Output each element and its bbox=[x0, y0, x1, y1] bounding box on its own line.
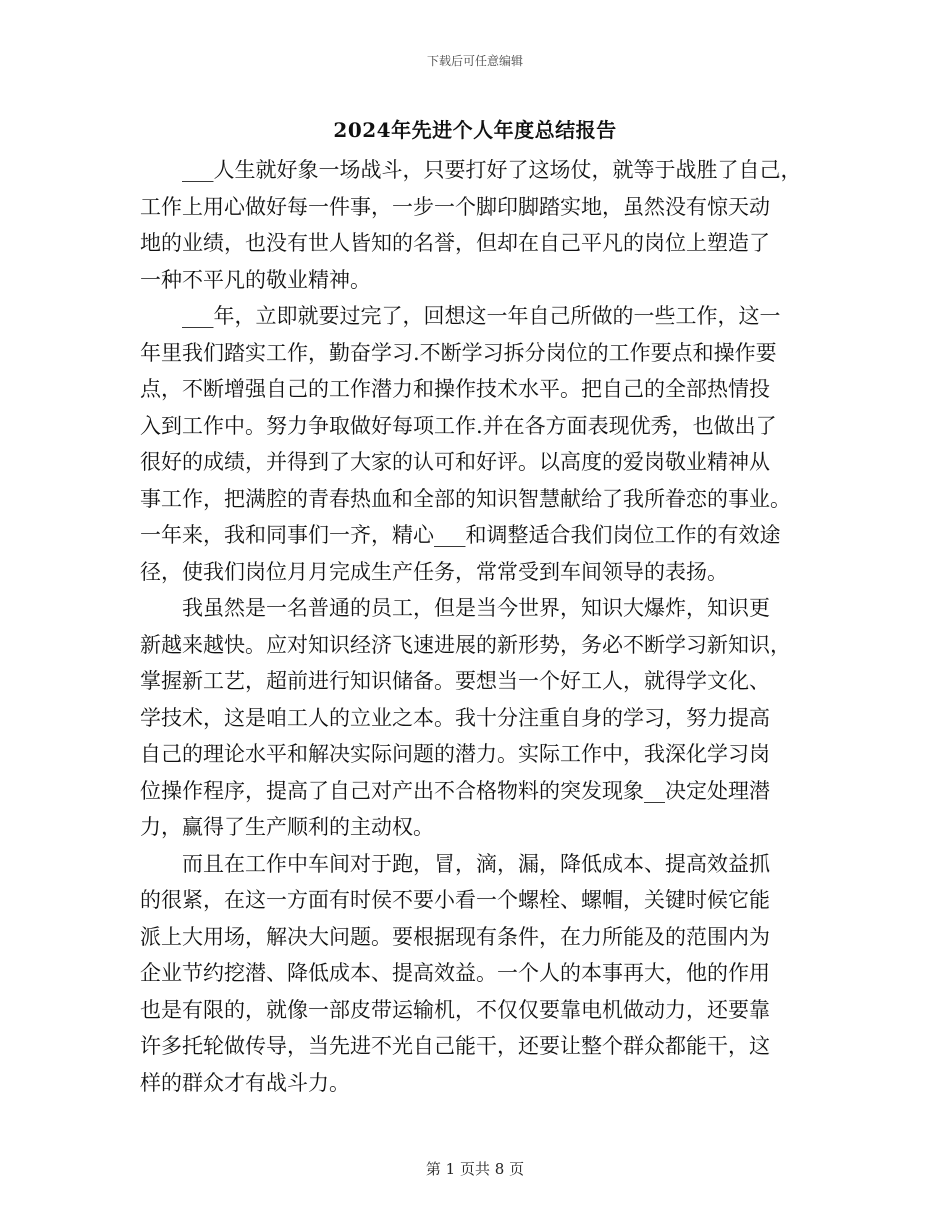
page-header: 下载后可任意编辑 bbox=[426, 54, 523, 68]
body-line: 许多托轮做传导，当先进不光自己能干，还要让整个群众都能干，这 bbox=[140, 1034, 770, 1058]
body-line: ___人生就好象一场战斗，只要打好了这场仗，就等于战胜了自己， bbox=[140, 158, 802, 182]
body-line: 很好的成绩，并得到了大家的认可和好评。以高度的爱岗敬业精神从 bbox=[140, 450, 770, 474]
body-line: 地的业绩，也没有世人皆知的名誉，但却在自己平凡的岗位上塑造了 bbox=[140, 231, 770, 255]
body-line: 点，不断增强自己的工作潜力和操作技术水平。把自己的全部热情投 bbox=[140, 377, 770, 401]
page-footer: 第 1 页共 8 页 bbox=[425, 1160, 525, 1178]
body-line: 企业节约挖潜、降低成本、提高效益。一个人的本事再大，他的作用 bbox=[140, 961, 770, 985]
body-line: 新越来越快。应对知识经济飞速进展的新形势，务必不断学习新知识， bbox=[140, 632, 791, 657]
body-line: 自己的理论水平和解决实际问题的潜力。实际工作中，我深化学习岗 bbox=[140, 742, 770, 766]
body-line: 而且在工作中车间对于跑，冒，滴，漏，降低成本、提高效益抓 bbox=[140, 851, 770, 876]
body-line: 入到工作中。努力争取做好每项工作.并在各方面表现优秀，也做出了 bbox=[140, 413, 777, 438]
body-line: 派上大用场，解决大问题。要根据现有条件，在力所能及的范围内为 bbox=[140, 924, 770, 949]
body-line: 力，赢得了生产顺利的主动权。 bbox=[140, 815, 434, 839]
body-line: 也是有限的，就像一部皮带运输机，不仅仅要靠电机做动力，还要靠 bbox=[140, 997, 770, 1022]
body-line: 工作上用心做好每一件事，一步一个脚印脚踏实地，虽然没有惊天动 bbox=[140, 194, 770, 219]
body-line: 学技术，这是咱工人的立业之本。我十分注重自身的学习，努力提高 bbox=[140, 705, 770, 730]
body-line: 径，使我们岗位月月完成生产任务，常常受到车间领导的表扬。 bbox=[140, 559, 728, 584]
body-line: 位操作程序，提高了自己对产出不合格物料的突发现象__决定处理潜 bbox=[140, 778, 770, 803]
body-line: 一种不平凡的敬业精神。 bbox=[140, 267, 371, 292]
body-line: 一年来，我和同事们一齐，精心___和调整适合我们岗位工作的有效途 bbox=[140, 523, 781, 547]
body-line: 年里我们踏实工作，勤奋学习.不断学习拆分岗位的工作要点和操作要 bbox=[140, 340, 777, 365]
body-line: ___年，立即就要过完了，回想这一年自己所做的一些工作，这一 bbox=[140, 304, 781, 328]
document-body bbox=[140, 152, 820, 1101]
body-line: 样的群众才有战斗力。 bbox=[140, 1070, 350, 1095]
body-line: 事工作，把满腔的青春热血和全部的知识智慧献给了我所眷恋的事业。 bbox=[140, 486, 791, 511]
document-title: 2024年先进个人年度总结报告 bbox=[333, 118, 617, 142]
body-line: 的很紧，在这一方面有时侯不要小看一个螺栓、螺帽，关键时候它能 bbox=[140, 888, 770, 912]
body-line: 掌握新工艺，超前进行知识储备。要想当一个好工人，就得学文化、 bbox=[140, 669, 770, 693]
body-line: 我虽然是一名普通的员工，但是当今世界，知识大爆炸，知识更 bbox=[140, 596, 770, 620]
